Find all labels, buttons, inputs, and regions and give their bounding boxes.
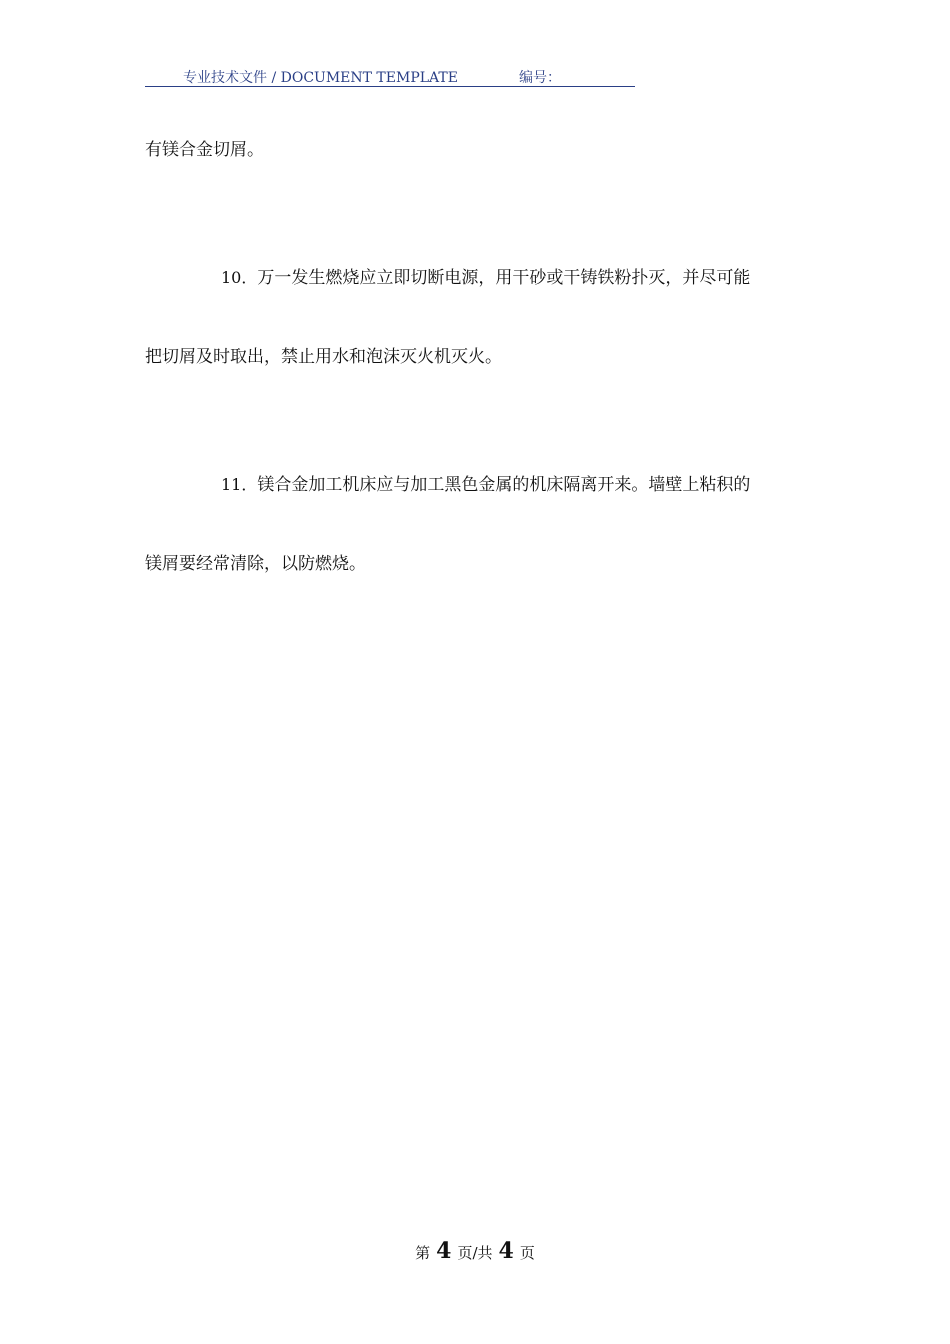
item-11-text-a: 镁合金加工机床应与加工黑色金属的机床隔离开来。墙壁上粘积的 xyxy=(257,475,751,495)
item-10-text-a: 万一发生燃烧应立即切断电源，用干砂或干铸铁粉扑灭，并尽可能 xyxy=(257,268,751,288)
footer-middle: 页/共 xyxy=(457,1244,493,1262)
item-10-line-a xyxy=(221,267,750,289)
page-footer xyxy=(0,1238,950,1264)
footer-prefix: 第 xyxy=(415,1244,431,1262)
item-11-line-b: 镁屑要经常清除，以防燃烧。 xyxy=(145,554,366,574)
item-11-line-a xyxy=(221,474,750,496)
page-header xyxy=(145,66,635,87)
item-10-line-b: 把切屑及时取出，禁止用水和泡沫灭火机灭火。 xyxy=(145,347,502,367)
footer-current-page: 4 xyxy=(436,1238,452,1264)
item-11-number: 11． xyxy=(221,475,258,494)
footer-total-pages: 4 xyxy=(498,1238,514,1264)
footer-suffix: 页 xyxy=(519,1244,535,1262)
item-10-number: 10． xyxy=(221,268,258,287)
body-text-line: 有镁合金切屑。 xyxy=(145,140,264,160)
header-number-label: 编号： xyxy=(519,70,561,86)
header-title: 专业技术文件 / DOCUMENT TEMPLATE xyxy=(183,70,458,86)
